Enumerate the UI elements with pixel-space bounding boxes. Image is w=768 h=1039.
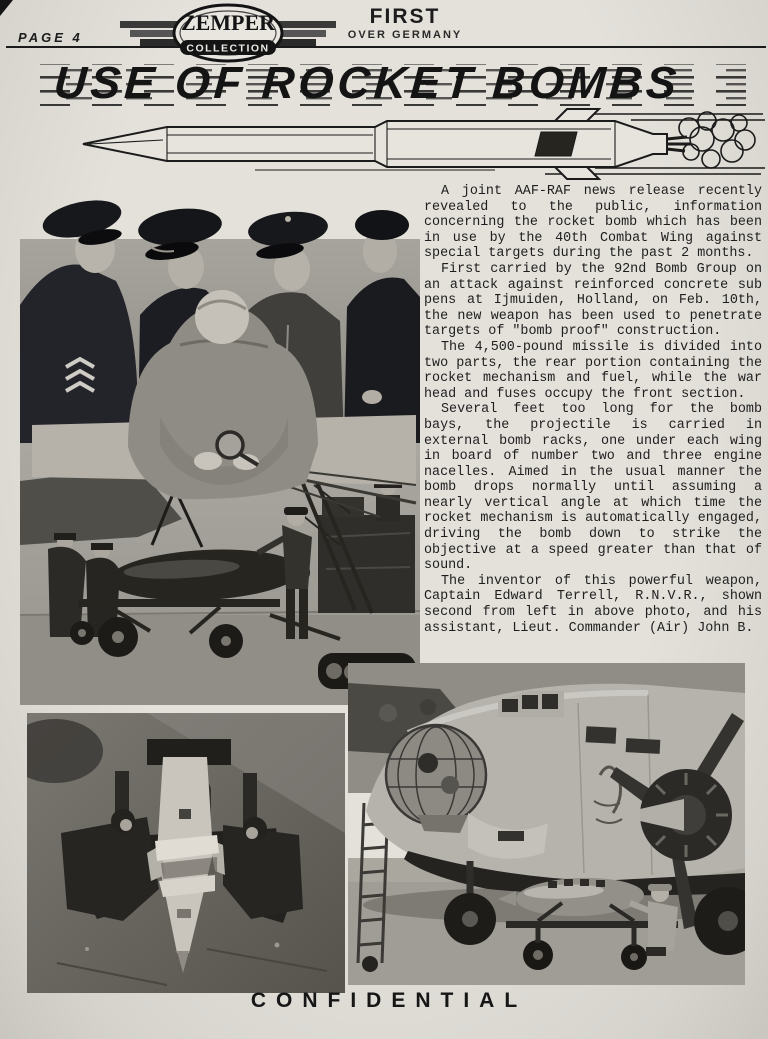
headline-text: USE OF ROCKET BOMBS: [52, 57, 682, 108]
page-number: PAGE 4: [18, 30, 83, 45]
photo-rocket-on-trailer: [27, 713, 345, 993]
photo-officers-and-hoist: [20, 185, 420, 705]
masthead-subtitle: OVER GERMANY: [347, 29, 463, 42]
classification-label: CONFIDENTIAL: [250, 989, 528, 1012]
masthead-title: FIRST: [369, 5, 441, 28]
scan-corner-blot: [0, 0, 13, 16]
article-body: [424, 184, 762, 636]
article-paragraph: The inventor of this powerful weapon, Captain Edward Terrell, R.N.V.R., shown second from left in above photo, and his assistant, Lieut. Commander (Air) John B.: [424, 573, 762, 636]
classification-footer: [0, 989, 768, 1013]
article-paragraph: First carried by the 92nd Bomb Group on an attack against reinforced concrete sub pens at Ijmuiden, Holland, on Feb. 10th, the new weapon has been used to penetrate targets of "bomb proof" construction.: [424, 261, 762, 340]
article-paragraph: The 4,500-pound missile is divided into two parts, the rear portion containing the rocket mechanism and fuel, while the war head and fuses occupy the front section.: [424, 339, 762, 402]
photo-b17-aircraft: [348, 663, 745, 985]
rocket-bomb-illustration: [75, 106, 765, 182]
stamp-logo-sub: COLLECTION: [186, 42, 270, 55]
stamp-logo-name: ZEMPER: [180, 10, 276, 35]
article-paragraph: Several feet too long for the bomb bays, the projectile is carried in external bomb racks, one under each wing in board of number two and three engine nacelles. Aimed in the usual manner the bomb drops normally until assuming a nearly vertical angle at which time the rocket mechanism is automatically engaged, driving the bomb down to strike the objective at a speed greater than that of sound.: [424, 402, 762, 574]
zemper-collection-stamp: [118, 3, 338, 63]
article-paragraph: A joint AAF-RAF news release recently revealed to the public, information concerning the rocket bomb which has been in use by the 40th Combat Wing against special targets during the past 2 months.: [424, 184, 762, 262]
masthead: [330, 6, 480, 41]
rocket-body: [83, 121, 667, 167]
